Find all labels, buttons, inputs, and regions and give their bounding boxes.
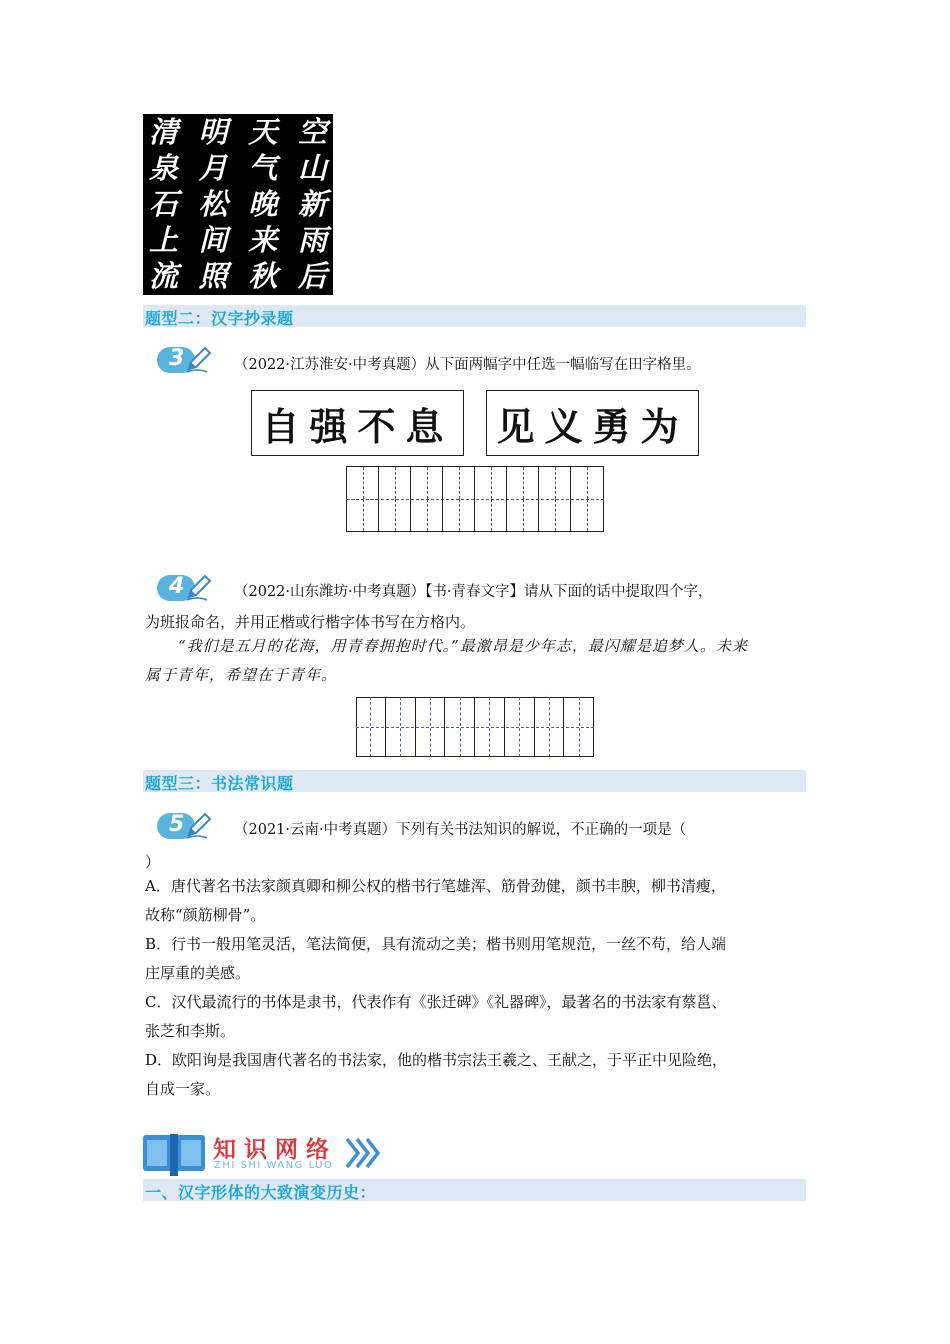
calligraphy-char: 石 [149, 187, 179, 221]
option-b[interactable]: B．行书一般用笔灵活，笔法简便，具有流动之美；楷书则用笔规范，一丝不苟，给人端 [145, 935, 727, 953]
question-text: （2021·云南·中考真题）下列有关书法知识的解说，不正确的一项是（ [234, 822, 687, 838]
question-text: （2022·江苏淮安·中考真题）从下面两幅字中任选一幅临写在田字格里。 [234, 357, 701, 373]
pencil-icon [183, 343, 215, 375]
calligraphy-char: 间 [198, 223, 228, 257]
calligraphy-sample: 见义勇为 [486, 390, 699, 456]
option-b-cont: 庄厚重的美感。 [145, 964, 251, 982]
answer-paren: ） [145, 853, 161, 871]
knowledge-network-pinyin: ZHI SHI WANG LUO [214, 1160, 334, 1171]
grid-row [346, 466, 604, 499]
grid-cell[interactable] [475, 467, 507, 499]
calligraphy-char: 空 [297, 115, 327, 149]
grid-cell[interactable] [411, 467, 443, 499]
calligraphy-char: 新 [297, 187, 327, 221]
pencil-icon [183, 809, 215, 841]
calligraphy-image [143, 114, 333, 295]
calligraphy-char: 清 [149, 115, 179, 149]
grid-cell[interactable] [411, 499, 443, 531]
grid-row [346, 499, 604, 532]
grid-cell[interactable] [539, 467, 571, 499]
grid-cell[interactable] [379, 467, 411, 499]
book-icon [143, 1134, 205, 1176]
calligraphy-char: 天 [248, 115, 278, 149]
question-number: 4 [169, 574, 185, 599]
calligraphy-column [248, 115, 278, 293]
calligraphy-char: 后 [297, 259, 327, 293]
option-d-cont: 自成一家。 [145, 1080, 221, 1098]
grid-cell[interactable] [347, 499, 379, 531]
calligraphy-char: 泉 [149, 151, 179, 185]
calligraphy-char: 月 [198, 151, 228, 185]
writing-grid[interactable] [346, 466, 604, 532]
question-text: （2022·山东潍坊·中考真题）【书·青春文字】请从下面的话中提取四个字， [234, 584, 713, 600]
section-heading [143, 1179, 806, 1201]
option-c[interactable]: C．汉代最流行的书体是隶书，代表作有《张迁碑》《礼器碑》，最著名的书法家有蔡邕、 [145, 993, 727, 1011]
question-badge [147, 813, 211, 843]
grid-cell[interactable] [443, 467, 475, 499]
calligraphy-char: 秋 [248, 259, 278, 293]
grid-cell[interactable] [505, 697, 535, 757]
calligraphy-column [198, 115, 228, 293]
grid-cell[interactable] [535, 697, 565, 757]
grid-row [356, 697, 594, 757]
calligraphy-char: 松 [198, 187, 228, 221]
calligraphy-char: 上 [149, 223, 179, 257]
calligraphy-sample: 自强不息 [251, 390, 464, 456]
section-title: 一、汉字形体的大致演变历史： [145, 1183, 377, 1202]
calligraphy-char: 来 [248, 223, 278, 257]
chevrons-right-icon [344, 1136, 382, 1170]
question-text: 为班报命名，并用正楷或行楷字体书写在方格内。 [145, 613, 476, 631]
option-d[interactable]: D．欧阳询是我国唐代著名的书法家，他的楷书宗法王羲之、王献之，于平正中见险绝， [145, 1051, 728, 1069]
section-title: 题型三：书法常识题 [145, 774, 294, 793]
option-a[interactable]: A．唐代著名书法家颜真卿和柳公权的楷书行笔雄浑、筋骨劲健，颜书丰腴，柳书清瘦， [145, 877, 726, 895]
grid-cell[interactable] [347, 467, 379, 499]
calligraphy-char: 明 [198, 115, 228, 149]
grid-cell[interactable] [539, 499, 571, 531]
grid-cell[interactable] [475, 697, 505, 757]
writing-grid[interactable] [356, 697, 594, 757]
grid-cell[interactable] [475, 499, 507, 531]
grid-cell[interactable] [571, 499, 603, 531]
question-number: 5 [169, 812, 185, 837]
grid-cell[interactable] [443, 499, 475, 531]
calligraphy-column [297, 115, 327, 293]
question-badge [147, 347, 211, 377]
section-title: 题型二：汉字抄录题 [145, 309, 294, 328]
calligraphy-char: 流 [149, 259, 179, 293]
calligraphy-char: 雨 [297, 223, 327, 257]
grid-cell[interactable] [571, 467, 603, 499]
question-badge [147, 575, 211, 605]
calligraphy-char: 照 [198, 259, 228, 293]
quote-text: “我们是五月的花海，用青春拥抱时代。”最激昂是少年志，最闪耀是追梦人。未来 [178, 637, 748, 655]
calligraphy-char: 气 [248, 151, 278, 185]
section-heading [143, 305, 806, 327]
section-heading [143, 770, 806, 792]
pencil-icon [183, 571, 215, 603]
grid-cell[interactable] [416, 697, 446, 757]
grid-cell[interactable] [507, 467, 539, 499]
knowledge-network-title: 知识网络 [213, 1137, 337, 1163]
grid-cell[interactable] [445, 697, 475, 757]
grid-cell[interactable] [386, 697, 416, 757]
quote-text: 属于青年，希望在于青年。 [145, 666, 338, 684]
option-c-cont: 张芝和李斯。 [145, 1022, 236, 1040]
grid-cell[interactable] [564, 697, 594, 757]
grid-cell[interactable] [507, 499, 539, 531]
calligraphy-char: 山 [297, 151, 327, 185]
grid-cell[interactable] [356, 697, 386, 757]
question-number: 3 [169, 346, 185, 371]
grid-cell[interactable] [379, 499, 411, 531]
option-a-cont: 故称“颜筋柳骨”。 [145, 906, 266, 924]
calligraphy-column [149, 115, 179, 293]
calligraphy-char: 晚 [248, 187, 278, 221]
